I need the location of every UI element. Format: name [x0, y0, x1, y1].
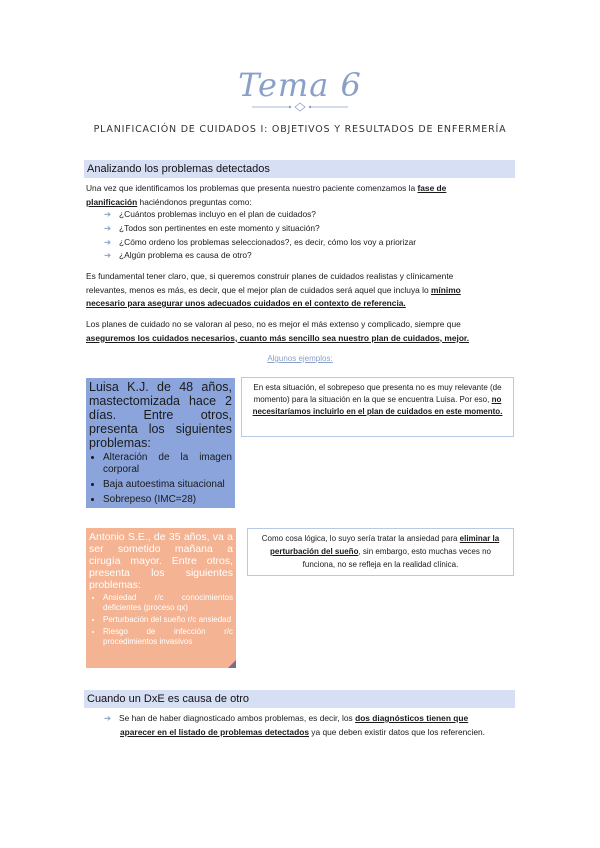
list-item: • Perturbación del sueño r/c ansiedad	[103, 615, 233, 625]
arrow-right-icon: ➔	[104, 209, 112, 219]
note-underline: no necesitaríamos incluirlo en el plan de cuidados en este momento.	[252, 395, 503, 416]
arrow-right-icon: ➔	[104, 223, 112, 233]
case-text: Antonio S.E., de 35 años, va a ser sometido mañana a cirugía mayor. Entre otros, presenta los siguientes problemas:	[89, 531, 233, 591]
list-item-text: ¿Todos son pertinentes en este momento y situación?	[119, 223, 320, 233]
intro-underline-1: fase de	[417, 183, 447, 193]
list-item-text: ¿Cuántos problemas incluyo en el plan de cuidados?	[119, 209, 316, 219]
list-item: • Sobrepeso (IMC=28)	[103, 494, 232, 506]
paragraph-text: ya que deben existir datos que los referencien.	[308, 726, 485, 737]
list-item: • Ansiedad r/c conocimientos deficientes (proceso qx)	[103, 593, 233, 613]
paragraph-text: Se han de haber diagnosticado ambos problemas, es decir, los	[119, 713, 356, 723]
paragraph-text: relevantes, menos es más, es decir, que el mejor plan de cuidados será aquel que incluya lo	[86, 284, 431, 295]
intro-text-end: haciéndonos preguntas como:	[137, 196, 252, 207]
paragraph-underline: necesario para asegurar unos adecuados cuidados en el contexto de referencia.	[86, 298, 406, 308]
note-text: Como cosa lógica, lo suyo sería tratar la ansiedad para	[261, 534, 460, 543]
case-text: Luisa K.J. de 48 años, mastectomizada hace 2 días. Entre otros, presenta los siguientes problemas:	[89, 380, 232, 450]
corner-triangle-icon	[228, 660, 236, 668]
page-title: Tema 6	[238, 66, 362, 104]
note-text: , sin embargo, esto muchas veces no funciona, no se refleja en la realidad clínica.	[302, 547, 491, 569]
case-note-antonio	[247, 528, 514, 576]
paragraph-underline: aseguremos los cuidados necesarios, cuanto más sencillo sea nuestro plan de cuidados, mejor.	[86, 332, 470, 343]
case-note-luisa	[241, 377, 514, 437]
list-item	[104, 222, 320, 236]
list-item	[104, 249, 252, 263]
paragraph-menos-es-mas	[86, 270, 514, 311]
note-text: En esta situación, el sobrepeso que presenta no es muy relevante (de momento) para la situación en la que se encuentra Luisa. Por eso,	[253, 383, 502, 404]
case-problem-list	[89, 593, 233, 647]
list-item: • Baja autoestima situacional	[103, 479, 232, 491]
intro-underline-2: planificación	[86, 196, 138, 207]
paragraph-underline: dos diagnósticos tienen que	[355, 713, 469, 723]
paragraph-text: Es fundamental tener claro, que, si queremos construir planes de cuidados realistas y clínicamente	[86, 271, 454, 281]
note-underline: eliminar la perturbación del sueño	[270, 534, 500, 556]
case-card-antonio	[86, 528, 236, 668]
intro-paragraph	[86, 182, 514, 209]
list-item: • Riesgo de infección r/c procedimientos invasivos	[103, 627, 233, 647]
diamond-ornament-icon	[0, 101, 600, 113]
list-item: • Alteración de la imagen corporal	[103, 452, 232, 476]
paragraph-text: Los planes de cuidado no se valoran al peso, no es mejor el más extenso y complicado, siempre que	[86, 319, 461, 329]
paragraph-underline: aparecer en el listado de problemas detectados	[120, 726, 309, 737]
list-item	[104, 712, 514, 739]
case-problem-list	[89, 452, 232, 506]
page-subtitle: PLANIFICACIÓN DE CUIDADOS I: OBJETIVOS Y RESULTADOS DE ENFERMERÍA	[93, 124, 507, 135]
paragraph-underline: mínimo	[430, 284, 461, 295]
section-header-analizando: Analizando los problemas detectados	[84, 160, 515, 178]
section-header-dxe: Cuando un DxE es causa de otro	[84, 690, 515, 708]
arrow-right-icon: ➔	[104, 713, 112, 723]
list-item-text: ¿Algún problema es causa de otro?	[119, 250, 252, 260]
intro-text: Una vez que identificamos los problemas que presenta nuestro paciente comenzamos la	[86, 183, 418, 193]
arrow-right-icon: ➔	[104, 237, 112, 247]
arrow-right-icon: ➔	[104, 250, 112, 260]
paragraph-planes	[86, 318, 514, 345]
list-item	[104, 208, 316, 222]
examples-label: Algunos ejemplos:	[267, 354, 333, 363]
list-item	[104, 236, 416, 250]
list-item-text: ¿Cómo ordeno los problemas seleccionados?, es decir, cómo los voy a priorizar	[119, 237, 417, 247]
case-card-luisa	[86, 378, 235, 508]
